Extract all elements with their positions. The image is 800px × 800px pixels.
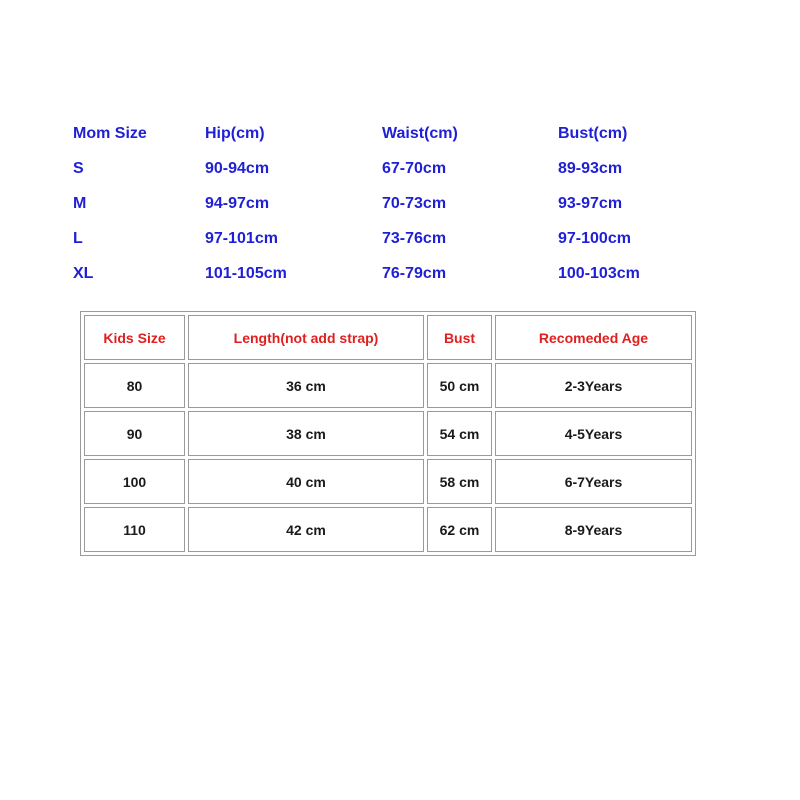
hip-header: Hip(cm) [205, 125, 265, 142]
waist-cell: 70-73cm [382, 195, 447, 212]
kids-size-row [84, 411, 692, 456]
age-cell: 6-7Years [495, 459, 692, 504]
waist-cell: 73-76cm [382, 230, 447, 247]
mom-size-cell: XL [73, 265, 94, 282]
kids-size-cell: 80 [84, 363, 185, 408]
kids-size-row [84, 507, 692, 552]
bust-cell: 93-97cm [558, 195, 623, 212]
length-cell: 40 cm [188, 459, 424, 504]
waist-cell: 67-70cm [382, 160, 447, 177]
kids-size-row [84, 363, 692, 408]
bust-cell: 100-103cm [558, 265, 640, 282]
bust-cell: 50 cm [427, 363, 492, 408]
hip-cell: 90-94cm [205, 160, 270, 177]
mom-size-cell: M [73, 195, 87, 212]
bust-cell: 97-100cm [558, 230, 631, 247]
waist-header: Waist(cm) [382, 125, 458, 142]
kids-size-row [84, 459, 692, 504]
bust-cell: 62 cm [427, 507, 492, 552]
hip-cell: 94-97cm [205, 195, 270, 212]
recommended-age-header: Recomeded Age [495, 315, 692, 360]
hip-cell: 101-105cm [205, 265, 287, 282]
bust-header: Bust(cm) [558, 125, 628, 142]
mom-size-cell: S [73, 160, 84, 177]
age-cell: 8-9Years [495, 507, 692, 552]
bust-header: Bust [427, 315, 492, 360]
kids-size-cell: 90 [84, 411, 185, 456]
kids-size-header: Kids Size [84, 315, 185, 360]
bust-cell: 58 cm [427, 459, 492, 504]
length-cell: 38 cm [188, 411, 424, 456]
waist-cell: 76-79cm [382, 265, 447, 282]
bust-cell: 54 cm [427, 411, 492, 456]
length-cell: 42 cm [188, 507, 424, 552]
length-header: Length(not add strap) [188, 315, 424, 360]
bust-cell: 89-93cm [558, 160, 623, 177]
length-cell: 36 cm [188, 363, 424, 408]
kids-size-cell: 100 [84, 459, 185, 504]
kids-size-table [80, 311, 696, 556]
mom-size-header: Mom Size [73, 125, 147, 142]
kids-size-header-row [84, 315, 692, 360]
mom-size-cell: L [73, 230, 83, 247]
age-cell: 4-5Years [495, 411, 692, 456]
kids-size-cell: 110 [84, 507, 185, 552]
hip-cell: 97-101cm [205, 230, 278, 247]
age-cell: 2-3Years [495, 363, 692, 408]
